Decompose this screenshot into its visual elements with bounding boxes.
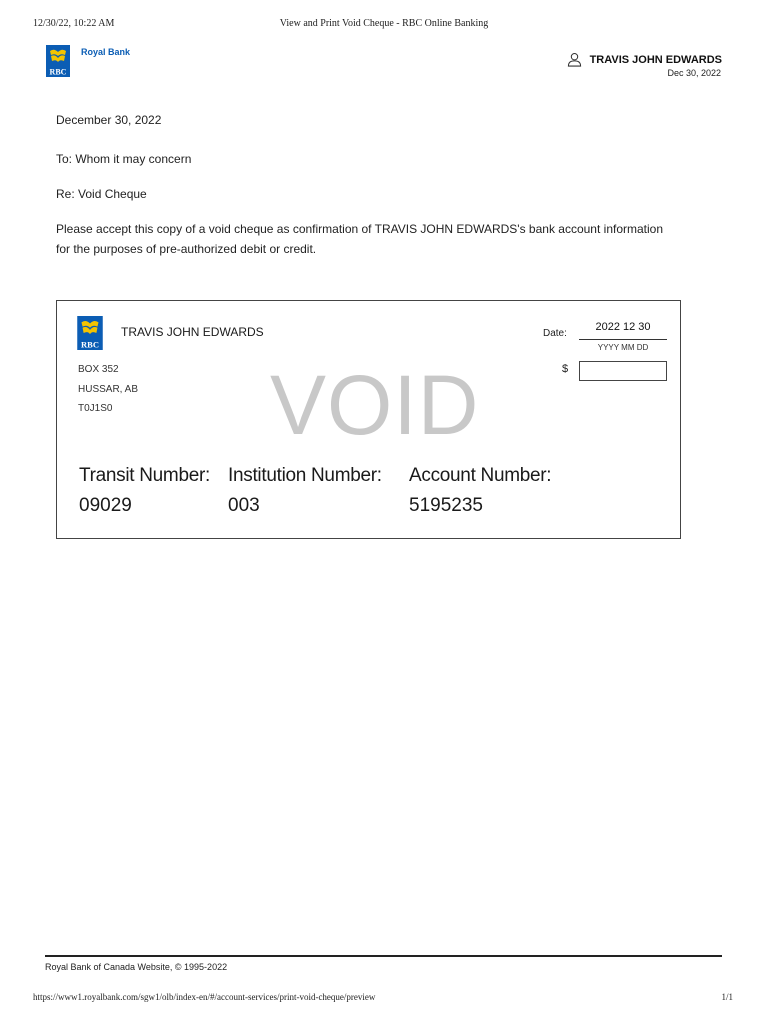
rbc-logo[interactable] <box>46 45 70 82</box>
cheque-amount-box <box>579 361 667 381</box>
letter-to: To: Whom it may concern <box>56 152 192 166</box>
cheque-address-line: HUSSAR, AB <box>78 384 139 395</box>
print-datetime: 12/30/22, 10:22 AM <box>33 18 115 29</box>
cheque-date-label: Date: <box>543 328 567 339</box>
transit-number-value: 09029 <box>79 495 132 516</box>
letter-body: Please accept this copy of a void cheque as confirmation of TRAVIS JOHN EDWARDS's bank account information for the purposes of pre-authorized debit or credit. <box>56 222 664 256</box>
rbc-lion-shield-icon <box>46 45 70 77</box>
account-number-value: 5195235 <box>409 495 483 516</box>
void-cheque <box>56 300 681 539</box>
transit-number-label: Transit Number: <box>79 465 210 486</box>
cheque-date-value: 2022 12 30 <box>595 321 651 333</box>
cheque-currency-symbol: $ <box>562 363 569 375</box>
footer-copyright: Royal Bank of Canada Website, © 1995-2022 <box>45 962 228 972</box>
footer-divider <box>45 955 722 957</box>
institution-number-value: 003 <box>228 495 260 516</box>
institution-number-label: Institution Number: <box>228 465 382 486</box>
rbc-lion-shield-icon <box>77 316 103 350</box>
user-name[interactable]: TRAVIS JOHN EDWARDS <box>589 54 722 66</box>
letter-date: December 30, 2022 <box>56 113 162 127</box>
rbc-logo-text: RBC <box>81 339 99 350</box>
cheque-holder-name: TRAVIS JOHN EDWARDS <box>121 325 264 339</box>
cheque-address-line: BOX 352 <box>78 364 119 375</box>
account-number-label: Account Number: <box>409 465 552 486</box>
user-icon[interactable] <box>567 52 582 67</box>
print-page-number: 1/1 <box>721 992 733 1002</box>
bank-wordmark: Royal Bank <box>81 47 131 57</box>
print-page-title: View and Print Void Cheque - RBC Online Banking <box>279 18 489 29</box>
rbc-logo-text: RBC <box>49 67 67 77</box>
cheque-date-line <box>579 339 667 340</box>
letter-re: Re: Void Cheque <box>56 187 147 201</box>
cheque-date-format: YYYY MM DD <box>597 343 649 352</box>
user-date: Dec 30, 2022 <box>667 68 721 78</box>
void-watermark: VOID <box>270 358 480 452</box>
print-url: https://www1.royalbank.com/sgw1/olb/index-en/#/account-services/print-void-cheque/preview <box>33 992 376 1002</box>
cheque-address-line: T0J1S0 <box>78 403 113 414</box>
